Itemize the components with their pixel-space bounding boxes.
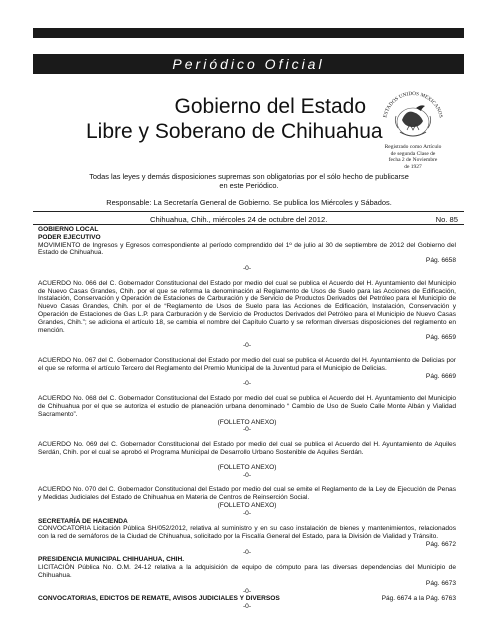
banner-title: Periódico Oficial [172,56,325,72]
separator: -0- [242,548,252,556]
table-of-contents [38,226,456,611]
edictos-row [38,595,456,603]
registration-line: de segunda Clase de [390,150,436,157]
registration-line: de 1927 [404,163,422,170]
folleto-anexo: (FOLLETO ANEXO) [217,418,277,426]
divider [33,211,464,212]
toc-entry: ACUERDO No. 070 del C. Gobernador Constitucional del Estado por medio del cual se emite el Reglamento de la Ley de Ejecución de Penas y Medidas Judiciales del Estado de Chihuahua en Materia de Centros de Reinserción Social. [38,486,456,502]
section-heading: GOBIERNO LOCAL [38,226,99,233]
government-title [86,94,383,144]
toc-entry: CONVOCATORIA Licitación Pública SH/052/2012, relativa al suministro y en su caso instalación de bienes y mantenimientos, relacionados con la red de semáforos de la Ciudad de Chihuahua, solicitado por la Fiscalía General del Estado, para la División de Vialidad y Tránsito. [38,525,456,541]
toc-entry: ACUERDO No. 067 del C. Gobernador Constitucional del Estado por medio del cual se publica el Acuerdo del H. Ayuntamiento de Delicias por el que se reforma el artículo Tercero del Reglamento del Premio Municipal de la Juventud para el Municipio de Delicias. [38,356,456,372]
separator: -0- [242,587,252,595]
responsible-notice: Responsable: La Secretaría General de Gobierno. Se publica los Miércoles y Sábados. [106,198,392,207]
seal-text: ESTADOS UNIDOS MEXICANOS [382,90,444,119]
separator: -0- [242,471,252,479]
separator: -0- [242,264,252,272]
separator: -0- [242,426,252,434]
folleto-anexo: (FOLLETO ANEXO) [217,463,277,471]
section-heading: SECRETARÍA DE HACIENDA [38,517,128,525]
separator: -0- [242,603,252,611]
page-ref: Pág. 6669 [425,372,456,380]
page-ref: Pág. 6658 [425,257,456,265]
toc-entry: MOVIMIENTO de Ingresos y Egresos correspondiente al período comprendido del 1º de julio al 30 de septiembre de 2012 del Gobierno del Estado de Chihuahua. [38,241,456,257]
separator: -0- [242,380,252,388]
periodico-oficial-banner [33,54,464,74]
page-ref: Pág. 6672 [425,540,456,548]
separator: -0- [242,509,252,517]
registration-note [368,144,458,170]
divider [33,224,464,225]
toc-entry: LICITACIÓN Pública No. O.M. 24-12 relativa a la adquisición de equipo de cómputo para las diversas dependencias del Municipio de Chihuahua. [38,564,456,580]
toc-entry: ACUERDO No. 069 del C. Gobernador Constitucional del Estado por medio del cual se publica el Acuerdo del H. Ayuntamiento de Aquiles Serdán, Chih. por el cual se aprobó el Programa Municipal de Desarrollo Urbano Sostenible de Aquiles Serdán. [38,441,456,456]
page-ref: Pág. 6659 [425,334,456,342]
legal-notice-line: en este Periódico. [219,181,279,191]
page-ref: Pág. 6673 [425,579,456,587]
coat-of-arms-seal-icon [378,82,448,148]
registration-line: Registrado como Artículo [384,144,442,150]
registration-line: fecha 2 de Noviembre [388,157,438,164]
legal-notice-line: Todas las leyes y demás disposiciones supremas son obligatorias por el sólo hecho de publicarse [89,172,409,181]
legal-notice [40,172,458,191]
toc-entry: ACUERDO No. 066 del C. Gobernador Constitucional del Estado por medio del cual se publica el Acuerdo del H. Ayuntamiento del Municipio de Nuevo Casas Grandes, Chih. por el que se reforma la denominación al Reglamento de Usos de Suelo para las Acciones de Edificación, Instalación, Conservación y Operación de Estaciones de Carburación y de Servicio de Productos Derivados del Petróleo para el Municipio de Nuevo Casas Grandes, Chih. por el de “Reglamento de Usos de Suelo para las Acciones de Edificación, Instalación, Conservación y Operación de Estaciones de Gas L.P. para Carburación y de Servicio de Productos Derivados del Petróleo para el Municipio de Nuevo Casas Grandes, Chih.”; se adiciona el artículo 18, se cambia el nombre del Capítulo Cuarto y se reforman diversas disposiciones del reglamento en mención. [38,279,456,334]
page-ref: Pág. 6674 a la Pág. 6763 [381,595,456,603]
folleto-anexo: (FOLLETO ANEXO) [217,501,277,509]
section-heading: CONVOCATORIAS, EDICTOS DE REMATE, AVISOS JUDICIALES Y DIVERSOS [38,595,280,603]
issue-date: Chihuahua, Chih., miércoles 24 de octubre del 2012. [150,215,328,224]
gov-title-line2: Libre y Soberano de Chihuahua [86,120,383,143]
issue-dateline [33,213,464,223]
top-rule [33,28,464,38]
section-heading: PRESIDENCIA MUNICIPAL CHIHUAHUA, CHIH. [38,556,185,564]
toc-entry: ACUERDO No. 068 del C. Gobernador Constitucional del Estado por medio del cual se publica el Acuerdo del H. Ayuntamiento del Municipio de Chihuahua por el que se autoriza el estudio de planeación urbana denominado “ Cambio de Uso de Suelo Calle Monte Albán y Vialidad Sacramento”. [38,395,456,418]
separator: -0- [242,342,252,350]
issue-number: No. 85 [435,215,458,224]
section-heading: PODER EJECUTIVO [38,233,101,241]
gov-title-line1: Gobierno del Estado [174,95,366,118]
